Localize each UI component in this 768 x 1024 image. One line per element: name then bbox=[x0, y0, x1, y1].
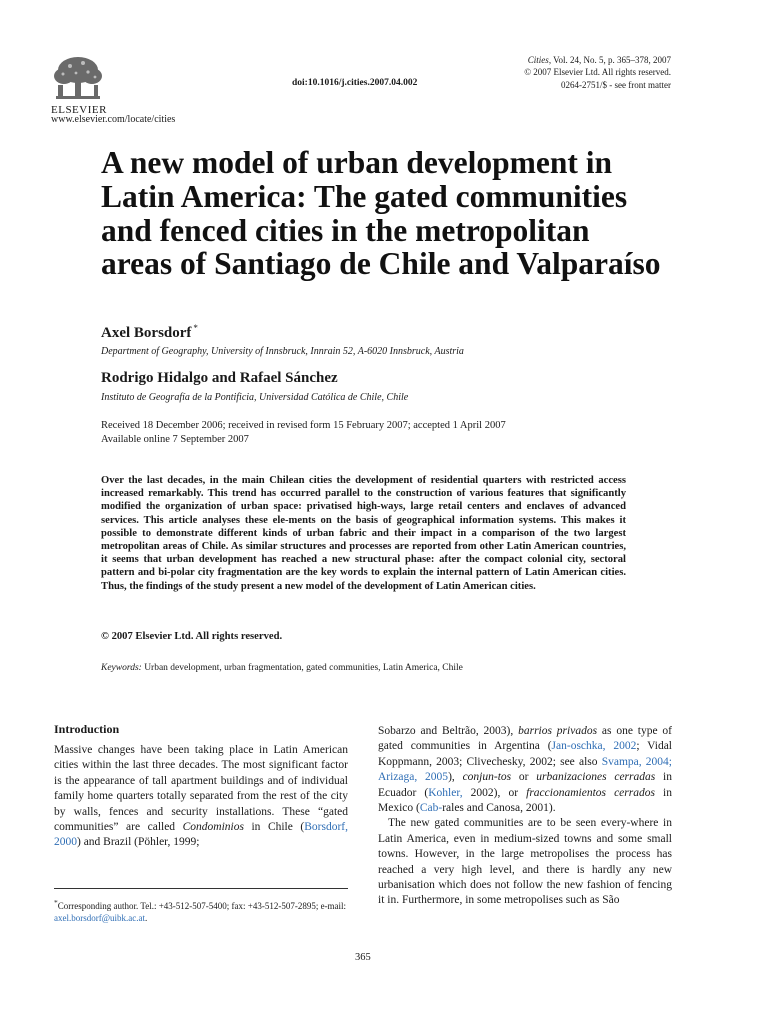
italic-term: Condominios bbox=[182, 821, 244, 834]
footnote-end: . bbox=[145, 912, 148, 923]
author-1-name: Axel Borsdorf bbox=[101, 325, 192, 341]
italic-term: fraccionamientos cerrados bbox=[526, 786, 655, 799]
publisher-website[interactable]: www.elsevier.com/locate/cities bbox=[51, 114, 176, 125]
citation-details: , Vol. 24, No. 5, p. 365–378, 2007 bbox=[548, 55, 671, 65]
section-heading-introduction: Introduction bbox=[54, 722, 120, 736]
footnote-text: Corresponding author. Tel.: +43-512-507-5400; fax: +43-512-507-2895; e-mail: bbox=[57, 901, 347, 911]
italic-term: barrios privados bbox=[518, 725, 598, 737]
journal-name: Cities bbox=[527, 55, 549, 65]
text-run: as one type of gated communities in Argentina ( bbox=[378, 725, 672, 753]
text-run: The new gated communities are to be seen every-where in Latin America, even in medium-sized towns and some small towns. However, in the large metropolises the process has reached a very high level, and there is hardly any new urbanisation which does not follow the new fashion of fencing it in. Furthermore, in some metropolises such as São bbox=[378, 817, 672, 907]
elsevier-tree-logo bbox=[50, 52, 106, 106]
author-2: Rodrigo Hidalgo and Rafael Sánchez bbox=[101, 370, 338, 386]
keywords-list: Urban development, urban fragmentation, gated communities, Latin America, Chile bbox=[144, 663, 463, 673]
text-run: Massive changes have been taking place in Latin American cities within the last three decades. The most significant factor is the appearance of tall apartment buildings and of individual family home quarters totally separated from the rest of the city by walls, fences and security installations. These “gated communities” are called bbox=[54, 744, 348, 834]
online-date: Available online 7 September 2007 bbox=[101, 434, 249, 445]
text-run: ) and Brazil (Pöhler, 1999; bbox=[77, 836, 200, 849]
text-run: or bbox=[511, 771, 537, 784]
footnote bbox=[54, 897, 348, 924]
footnote-rule bbox=[54, 888, 348, 889]
left-column-text bbox=[54, 743, 348, 851]
text-run: ), bbox=[448, 771, 463, 784]
citation-block bbox=[391, 54, 671, 91]
citation-link[interactable]: Cab- bbox=[419, 802, 443, 815]
citation-link[interactable]: Svampa, 2004; Arizaga, 2005 bbox=[378, 755, 672, 784]
citation-copyright: © 2007 Elsevier Ltd. All rights reserved. bbox=[524, 67, 671, 78]
citation-issn: 0264-2751/$ - see front matter bbox=[561, 79, 671, 90]
italic-term: conjun-tos bbox=[462, 771, 512, 784]
abstract: Over the last decades, in the main Chilean cities the development of residential quarters with restricted access increased remarkably. This trend has occurred parallel to the construction of various features that significantly modified the organization of urban space: privatised high-ways, large retail centers and enclaves of advanced services. This article analyses these ele-ments on the basis of geographical information systems. This makes it possible to demonstrate different kinds of urban fabric and their impact in a comparison of the two largest metropolitan areas of Chile. As similar structures and processes are reported from other Latin American countries, it seems that urban development has reached a new structural phase: after the compact colonial city, sectoral pattern and bi-polar city fragmentation are the key words to explain the internal pattern of Latin American cities. Thus, the findings of the study present a new model of the development of Latin American cities. bbox=[101, 475, 626, 592]
text-run: in Ecuador ( bbox=[378, 771, 672, 799]
keywords bbox=[101, 663, 463, 673]
received-dates: Received 18 December 2006; received in revised form 15 February 2007; accepted 1 April 2007 bbox=[101, 420, 506, 431]
email-link[interactable]: axel.borsdorf@uibk.ac.at bbox=[54, 912, 146, 923]
italic-term: urbanizaciones cerradas bbox=[536, 771, 656, 784]
text-run: Sobarzo and Beltrão, 2003), bbox=[378, 725, 519, 737]
citation-link[interactable]: Jan-oschka, 2002 bbox=[551, 740, 637, 753]
right-paragraph-1 bbox=[378, 724, 672, 816]
affiliation-1: Department of Geography, University of Innsbruck, Innrain 52, A-6020 Innsbruck, Austria bbox=[101, 346, 464, 357]
text-run: in Mexico ( bbox=[378, 786, 672, 815]
right-paragraph-2 bbox=[378, 816, 672, 908]
citation-link[interactable]: Kohler, bbox=[428, 786, 463, 799]
text-run: ; Vidal Koppmann, 2003; Clivechesky, 2002; see also bbox=[378, 740, 672, 768]
page-number: 365 bbox=[355, 952, 371, 963]
citation-link[interactable]: Borsdorf, 2000 bbox=[54, 821, 348, 849]
article-dates bbox=[101, 419, 506, 447]
keywords-label: Keywords: bbox=[101, 663, 142, 673]
article-title: A new model of urban development in Latin America: The gated communities and fenced cities in the metropolitan areas of Santiago de Chile and Valparaíso bbox=[101, 145, 661, 282]
publisher-name: ELSEVIER bbox=[51, 104, 107, 116]
footnote-mark: * bbox=[54, 898, 58, 907]
author-1 bbox=[101, 323, 198, 342]
right-column-text bbox=[378, 724, 672, 909]
abstract-copyright: © 2007 Elsevier Ltd. All rights reserved. bbox=[101, 631, 283, 642]
affiliation-2: Instituto de Geografía de la Pontificia, Universidad Católica de Chile, Chile bbox=[101, 392, 409, 403]
text-run: rales and Canosa, 2001). bbox=[442, 802, 556, 815]
corresponding-author-mark[interactable]: * bbox=[193, 323, 198, 333]
text-run: 2002), or bbox=[462, 786, 527, 799]
doi[interactable]: doi:10.1016/j.cities.2007.04.002 bbox=[292, 78, 418, 88]
text-run: in Chile ( bbox=[243, 821, 305, 834]
